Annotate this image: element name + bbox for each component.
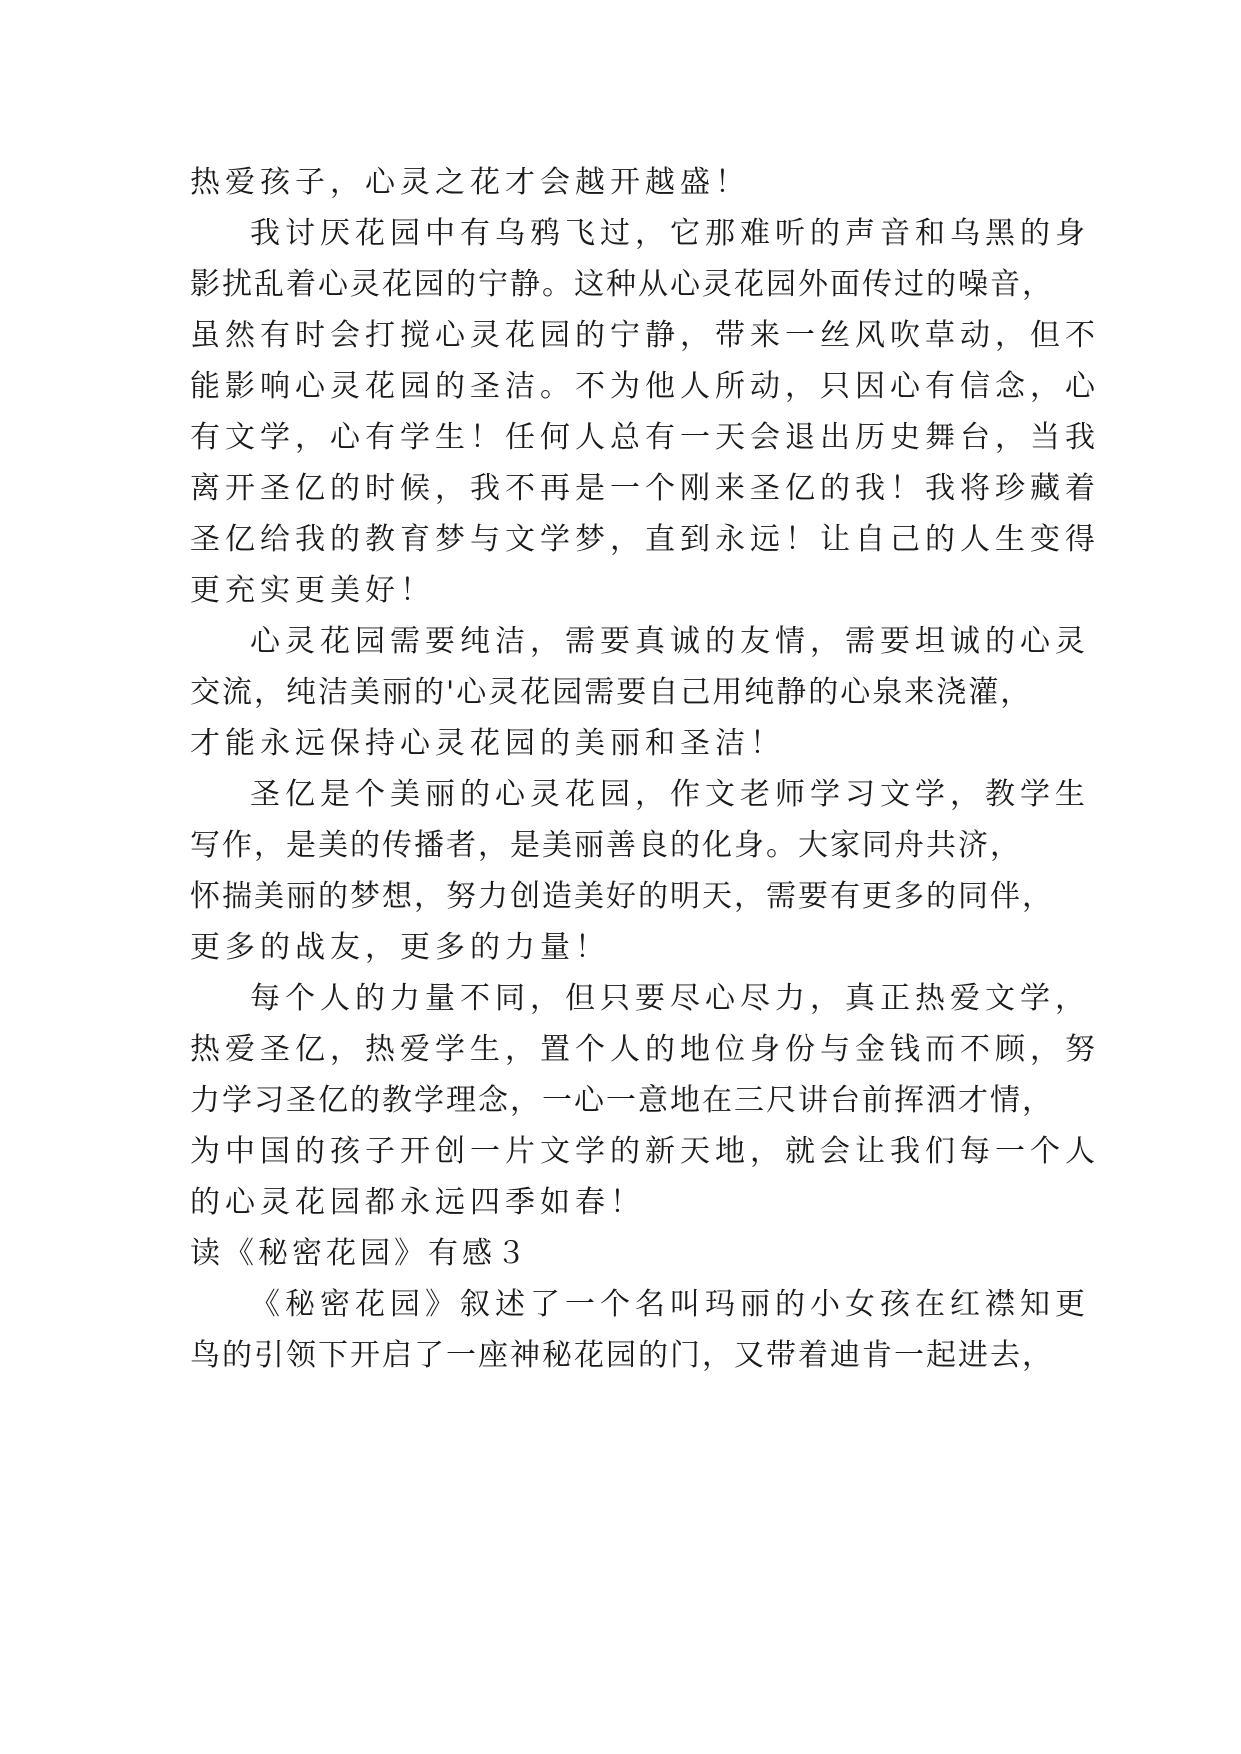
text-line: 鸟的引领下开启了一座神秘花园的门，又带着迪肯一起进去， <box>190 1338 1054 1373</box>
text-line: 心灵花园需要纯洁，需要真诚的友情，需要坦诚的心灵 <box>250 624 1090 659</box>
text-line: 有文学，心有学生！任何人总有一天会退出历史舞台，当我 <box>190 420 1100 455</box>
text-line: 《秘密花园》叙述了一个名叫玛丽的小女孩在红襟知更 <box>250 1287 1090 1322</box>
text-line: 力学习圣亿的教学理念，一心一意地在三尺讲台前挥洒才情， <box>190 1083 1054 1118</box>
text-line: 交流，纯洁美丽的'心灵花园需要自己用纯静的心泉来浇灌， <box>190 675 1033 710</box>
text-line: 圣亿给我的教育梦与文学梦，直到永远！让自己的人生变得 <box>190 522 1100 557</box>
text-line: 为中国的孩子开创一片文学的新天地，就会让我们每一个人 <box>190 1134 1100 1169</box>
text-line: 更充实更美好！ <box>190 573 435 608</box>
text-line: 我讨厌花园中有乌鸦飞过，它那难听的声音和乌黑的身 <box>250 216 1090 251</box>
text-line: 能影响心灵花园的圣洁。不为他人所动，只因心有信念，心 <box>190 369 1100 404</box>
text-line: 圣亿是个美丽的心灵花园，作文老师学习文学，教学生 <box>250 777 1090 812</box>
text-line: 怀揣美丽的梦想，努力创造美好的明天，需要有更多的同伴， <box>190 879 1054 914</box>
text-line: 虽然有时会打搅心灵花园的宁静，带来一丝风吹草动，但不 <box>190 318 1100 353</box>
text-line: 写作，是美的传播者，是美丽善良的化身。大家同舟共济， <box>190 828 1022 863</box>
text-line: 影扰乱着心灵花园的宁静。这种从心灵花园外面传过的噪音， <box>190 267 1054 302</box>
text-line: 的心灵花园都永远四季如春！ <box>190 1185 645 1220</box>
text-line: 热爱孩子，心灵之花才会越开越盛！ <box>190 165 750 200</box>
text-line: 每个人的力量不同，但只要尽心尽力，真正热爱文学， <box>250 981 1090 1016</box>
section-heading: 读《秘密花园》有感３ <box>190 1236 530 1271</box>
document-body <box>190 157 1100 1381</box>
text-line: 热爱圣亿，热爱学生，置个人的地位身份与金钱而不顾，努 <box>190 1032 1100 1067</box>
text-line: 离开圣亿的时候，我不再是一个刚来圣亿的我！我将珍藏着 <box>190 471 1100 506</box>
text-line: 更多的战友，更多的力量！ <box>190 930 610 965</box>
text-line: 才能永远保持心灵花园的美丽和圣洁！ <box>190 726 785 761</box>
